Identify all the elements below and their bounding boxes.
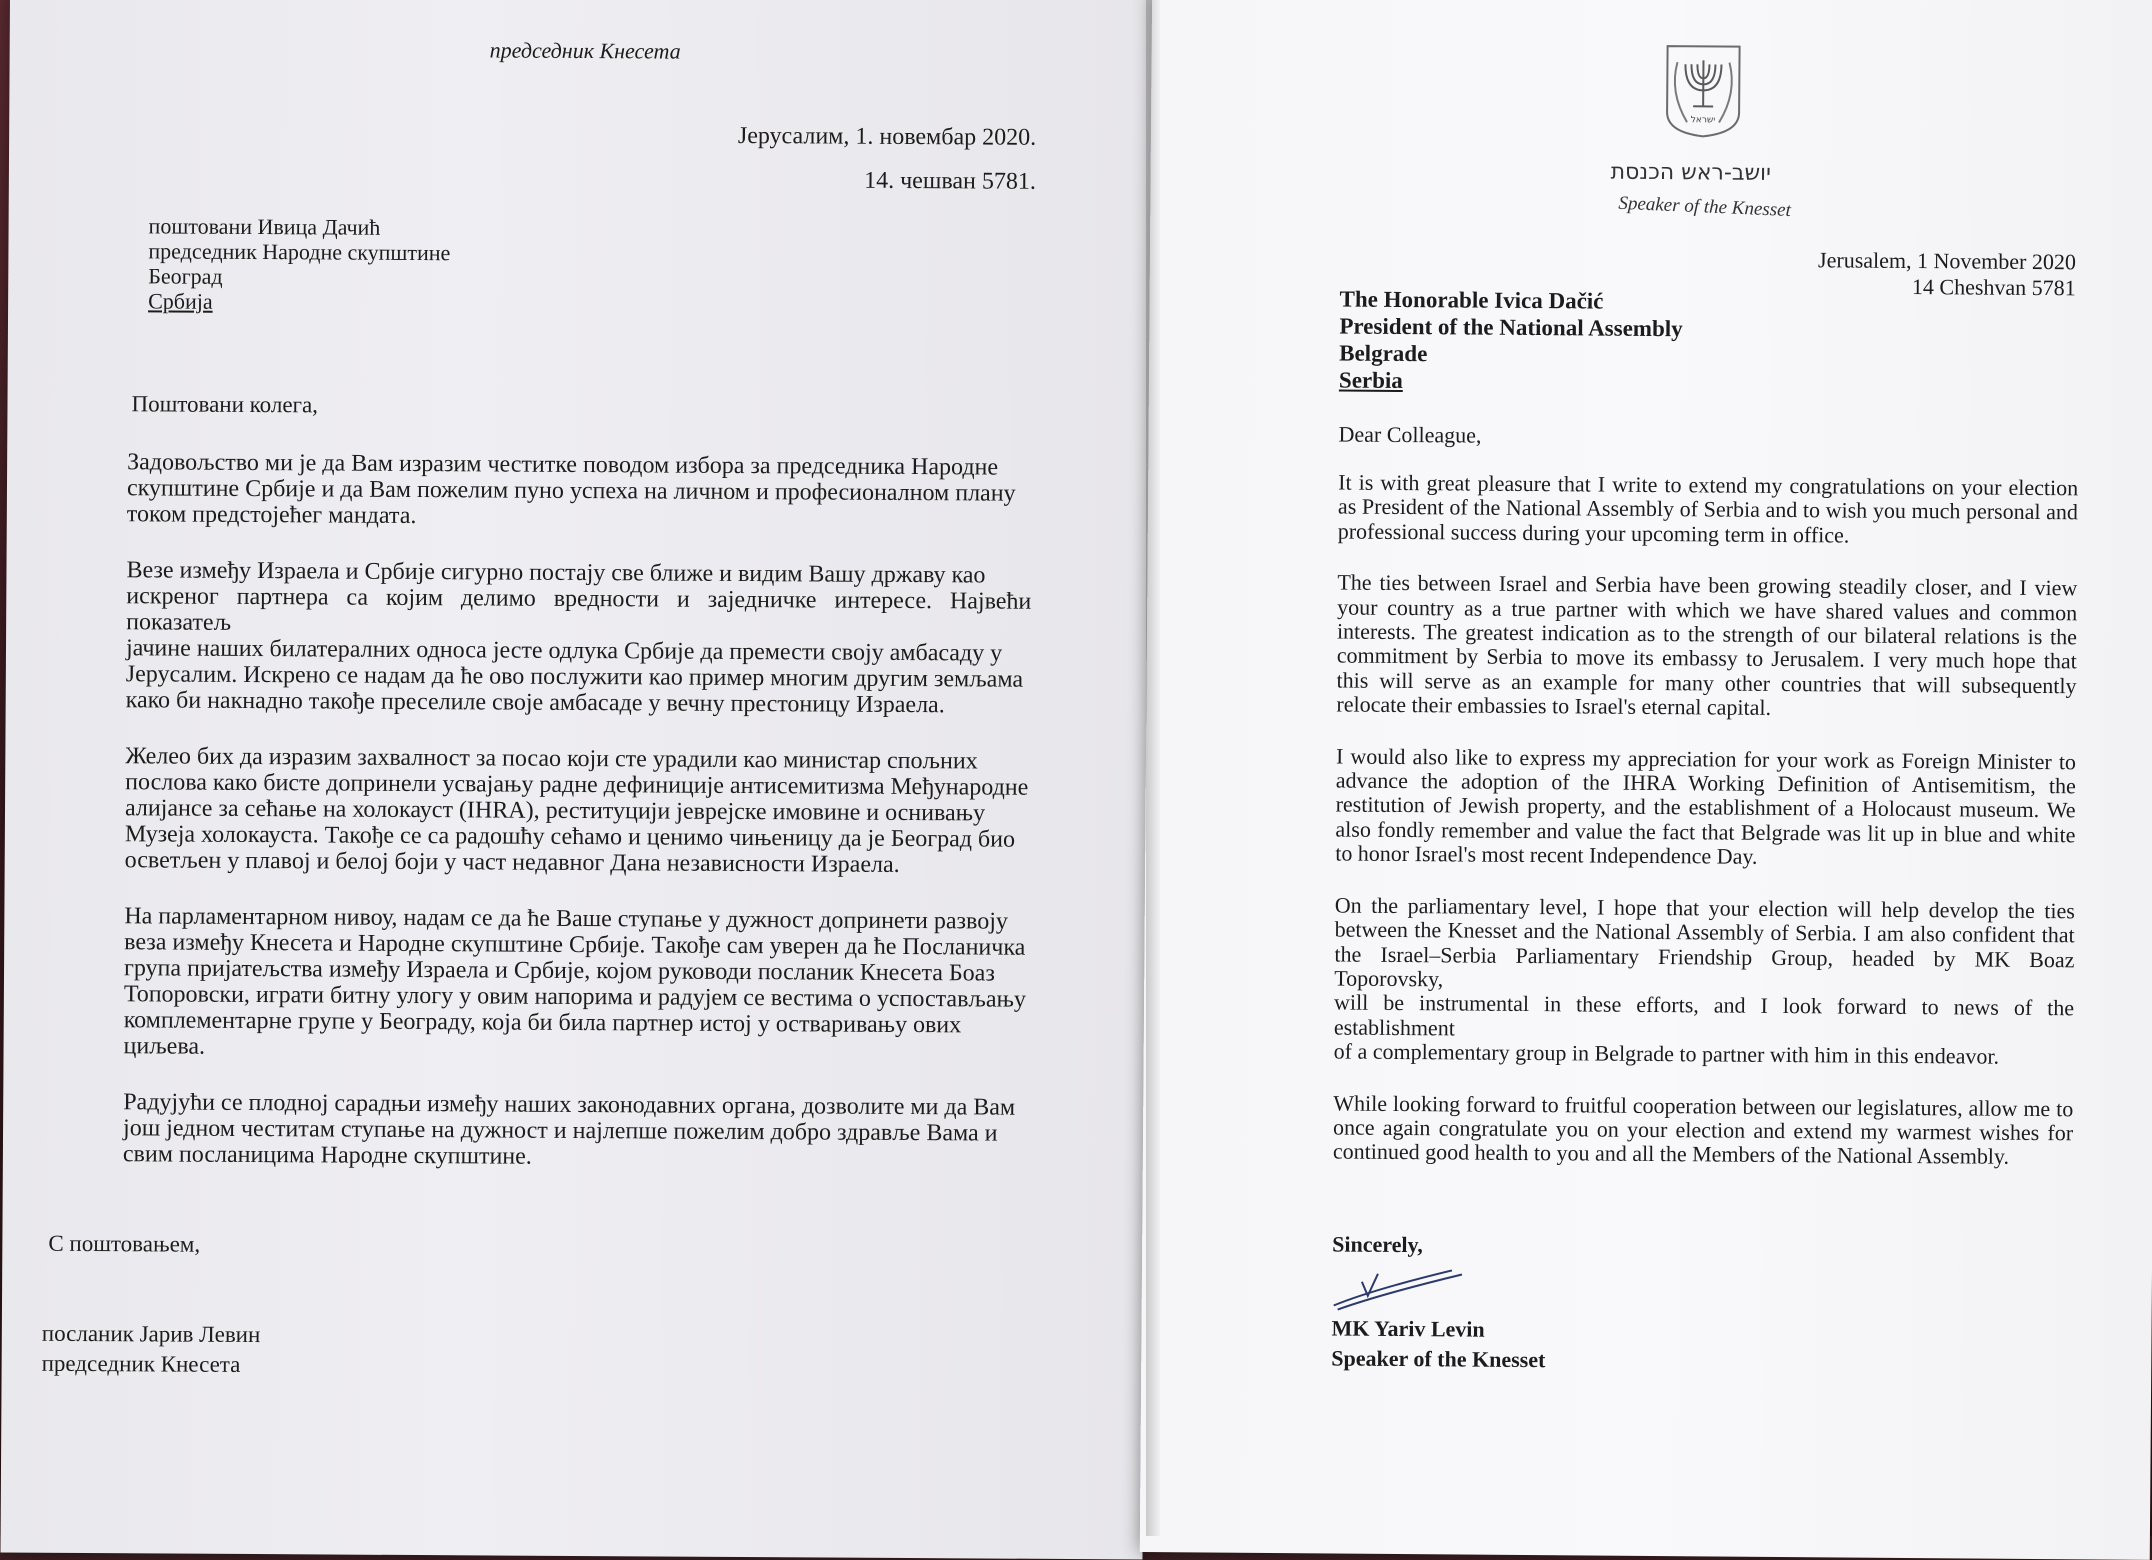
text-line: also fondly remember and value the fact that Belgrade was lit up in blue and white: [1335, 817, 2075, 847]
text-line: between the Knesset and the National Assembly of Serbia. I am also confident that: [1335, 918, 2075, 948]
left-signature-name: посланик Јарив Левин: [42, 1321, 261, 1348]
text-line: Желео бих да изразим захвалност за посао који сте урадили као министар спољних: [125, 743, 1030, 775]
text-line: још једном честитам ступање на дужност и најлепше пожелим добро здравље Вама и: [123, 1115, 1028, 1147]
left-header-title: председник Кнесета: [490, 37, 681, 64]
text-line: On the parliamentary level, I hope that your election will help develop the ties: [1335, 893, 2075, 923]
right-signature-name: MK Yariv Levin: [1331, 1315, 1484, 1342]
text-line: свим посланицима Народне скупштине.: [123, 1141, 1028, 1173]
text-line: Топоровски, играти битну улогу у овим напорима и радујем се вестима о успостављању: [124, 981, 1029, 1013]
text-line: Јерусалим. Искрено се надам да ће ово послужити као пример многим другим земљама: [126, 661, 1031, 693]
text-line: It is with great pleasure that I write to extend my congratulations on your election: [1338, 471, 2078, 501]
text-line: алијансе за сећање на холокауст (IHRA), реституцији јеврејске имовине и оснивању: [125, 795, 1030, 827]
right-paragraph-4: [1334, 893, 2075, 1070]
right-hebrew-date-line: 14 Cheshvan 5781: [1912, 274, 2076, 301]
text-line: Везе између Израела и Србије сигурно постају све ближе и видим Вашу државу као: [126, 557, 1031, 589]
left-signature-title: председник Кнесета: [42, 1351, 241, 1378]
text-line: циљева.: [123, 1033, 1028, 1065]
right-paragraph-1: [1338, 471, 2079, 550]
text-line: Задовољство ми је да Вам изразим честитке поводом избора за председника Народне: [127, 449, 1032, 481]
right-recipient-country: Serbia: [1339, 367, 1682, 397]
text-line: група пријатељства између Израела и Србије, којом руководи посланик Кнесета Боаз: [124, 955, 1029, 987]
text-line: interests. The greatest indication as to the strength of our bilateral relations is the: [1337, 620, 2077, 650]
handwritten-signature: [1332, 1255, 1482, 1316]
left-hebrew-date-line: 14. чешван 5781.: [864, 168, 1036, 196]
right-recipient-line: The Honorable Ivica Dačić: [1340, 286, 1683, 316]
text-line: I would also like to express my appreciation for your work as Foreign Minister to: [1336, 744, 2076, 774]
text-line: to honor Israel's most recent Independence Day.: [1335, 842, 2075, 872]
text-line: this will serve as an example for many other countries that will subsequently: [1337, 668, 2077, 698]
left-recipient-line: председник Народне скупштине: [148, 238, 450, 265]
text-line: restitution of Jewish property, and the establishment of a Holocaust museum. We: [1336, 793, 2076, 823]
left-paragraph-5: [123, 1089, 1028, 1173]
right-recipient-line: President of the National Assembly: [1339, 313, 1682, 343]
left-paragraph-1: [127, 449, 1032, 533]
text-line: continued good health to you and all the Members of the National Assembly.: [1333, 1140, 2073, 1170]
right-date-line: Jerusalem, 1 November 2020: [1818, 247, 2076, 275]
text-line: током предстојећег мандата.: [127, 501, 1032, 533]
right-recipient-line: Belgrade: [1339, 340, 1682, 370]
text-line: јачине наших билатералних односа јесте одлука Србије да премести своју амбасаду у: [126, 635, 1031, 667]
left-recipient-country: Србија: [148, 288, 450, 315]
left-paragraph-4: [123, 903, 1029, 1065]
right-body: [1333, 471, 2079, 1198]
text-line: the Israel–Serbia Parliamentary Friendship Group, headed by MK Boaz Toporovsky,: [1334, 942, 2074, 997]
left-salutation: Поштовани колега,: [131, 391, 318, 418]
page-fold-shadow: [1146, 0, 1160, 1536]
left-paragraph-3: [125, 743, 1031, 879]
text-line: professional success during your upcoming term in office.: [1338, 519, 2078, 549]
text-line: послова како бисте допринели усвајању радне дефиниције антисемитизма Међународне: [125, 769, 1030, 801]
text-line: commitment by Serbia to move its embassy to Jerusalem. I very much hope that: [1337, 644, 2077, 674]
right-paragraph-2: [1336, 571, 2077, 723]
text-line: како би накнадно такође преселиле своје амбасаде у вечну престоницу Израела.: [126, 687, 1031, 719]
right-signature-title: Speaker of the Knesset: [1331, 1345, 1545, 1373]
text-line: advance the adoption of the IHRA Working Definition of Antisemitism, the: [1336, 769, 2076, 799]
right-script-title: Speaker of the Knesset: [1618, 193, 1791, 222]
text-line: На парламентарном нивоу, надам се да ће Ваше ступање у дужност допринети развоју: [124, 903, 1029, 935]
text-line: The ties between Israel and Serbia have been growing steadily closer, and I view: [1337, 571, 2077, 601]
left-date-line: Јерусалим, 1. новембар 2020.: [738, 123, 1036, 152]
text-line: Музеја холокауста. Такође се са радошћу сећамо и ценимо чињеницу да је Београд био: [125, 821, 1030, 853]
text-line: will be instrumental in these efforts, and I look forward to news of the establishment: [1334, 991, 2074, 1046]
text-line: осветљен у плавој и белој боји у част недавног Дана независности Израела.: [125, 847, 1030, 879]
right-recipient-block: [1339, 286, 1683, 397]
emblem-text: ישראל: [1691, 115, 1716, 125]
left-recipient-line: Београд: [148, 263, 450, 290]
right-salutation: Dear Colleague,: [1338, 422, 1481, 449]
text-line: комплементарне групе у Београду, која би била партнер истој у остваривању ових: [124, 1007, 1029, 1039]
right-hebrew-title: יושב-ראש הכנסת: [1611, 160, 1772, 186]
text-line: as President of the National Assembly of Serbia and to wish you much personal and: [1338, 495, 2078, 525]
right-closing: Sincerely,: [1332, 1231, 1423, 1258]
menorah-emblem-icon: [1663, 42, 1744, 139]
left-body: [123, 449, 1033, 1203]
text-line: скупштине Србије и да Вам пожелим пуно успеха на личном и професионалном плану: [127, 475, 1032, 507]
text-line: of a complementary group in Belgrade to partner with him in this endeavor.: [1334, 1040, 2074, 1070]
text-line: Радујући се плодној сарадњи између наших законодавних органа, дозволите ми да Вам: [123, 1089, 1028, 1121]
left-closing: С поштовањем,: [48, 1231, 200, 1258]
text-line: once again congratulate you on your election and extend my warmest wishes for: [1333, 1115, 2073, 1145]
left-recipient-line: поштовани Ивица Дачић: [149, 213, 451, 240]
right-paragraph-3: [1335, 744, 2076, 872]
left-recipient-block: [148, 213, 451, 315]
english-letter-page: [1140, 0, 2152, 1560]
right-paragraph-5: [1333, 1091, 2074, 1170]
text-line: relocate their embassies to Israel's eternal capital.: [1336, 693, 2076, 723]
text-line: your country as a true partner with which we have shared values and common: [1337, 595, 2077, 625]
text-line: веза између Кнесета и Народне скупштине Србије. Такође сам уверен да ће Посланичка: [124, 929, 1029, 961]
text-line: While looking forward to fruitful cooperation between our legislatures, allow me to: [1333, 1091, 2073, 1121]
text-line: искреног партнера са којим делимо вредности и заједничке интересе. Највећи показатељ: [126, 583, 1031, 641]
left-paragraph-2: [126, 557, 1032, 719]
